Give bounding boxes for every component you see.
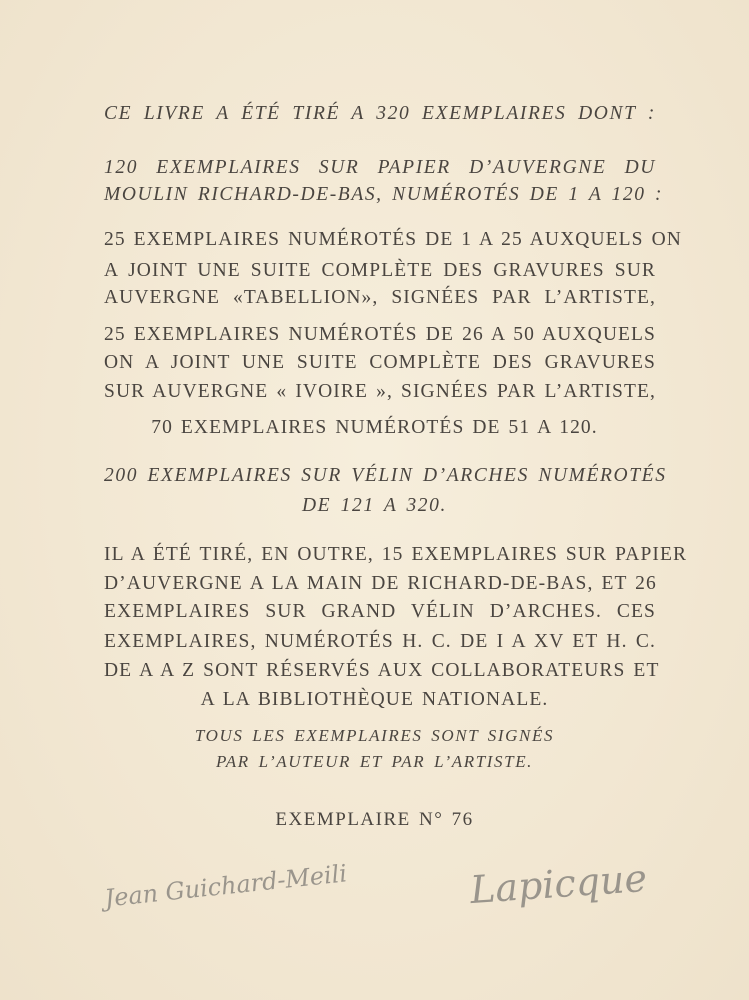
auvergne-line-1: 120 EXEMPLAIRES SUR PAPIER D’AUVERGNE DU <box>104 157 656 178</box>
hc-line-3: EXEMPLAIRES SUR GRAND VÉLIN D’ARCHES. CES <box>104 601 656 622</box>
author-signature: Jean Guichard-Meili <box>103 859 349 913</box>
hc-line-5: DE A A Z SONT RÉSERVÉS AUX COLLABORATEURS ET <box>104 660 660 681</box>
tabellion-line-2: A JOINT UNE SUITE COMPLÈTE DES GRAVURES SUR <box>104 260 656 281</box>
hc-line-6: A LA BIBLIOTHÈQUE NATIONALE. <box>200 689 549 710</box>
tabellion-line-1: 25 EXEMPLAIRES NUMÉROTÉS DE 1 A 25 AUXQUELS ON <box>104 229 682 250</box>
signed-note-line-2: PAR L’AUTEUR ET PAR L’ARTISTE. <box>215 752 534 771</box>
auvergne-line-2: MOULIN RICHARD-DE-BAS, NUMÉROTÉS DE 1 A 120 : <box>104 184 664 205</box>
artist-signature: Lapicque <box>468 855 649 913</box>
signed-note-line-1: TOUS LES EXEMPLAIRES SONT SIGNÉS <box>194 726 555 745</box>
tabellion-line-3: AUVERGNE «TABELLION», SIGNÉES PAR L’ARTISTE, <box>104 287 656 308</box>
seventy-line: 70 EXEMPLAIRES NUMÉROTÉS DE 51 A 120. <box>151 417 598 438</box>
ivoire-line-1: 25 EXEMPLAIRES NUMÉROTÉS DE 26 A 50 AUXQUELS <box>104 324 656 345</box>
ivoire-line-2: ON A JOINT UNE SUITE COMPLÈTE DES GRAVURES <box>104 352 656 373</box>
intro-line: CE LIVRE A ÉTÉ TIRÉ A 320 EXEMPLAIRES DONT : <box>104 103 656 124</box>
velin-line-1: 200 EXEMPLAIRES SUR VÉLIN D’ARCHES NUMÉROTÉS <box>104 465 667 486</box>
hc-line-2: D’AUVERGNE A LA MAIN DE RICHARD-DE-BAS, ET 26 <box>104 573 657 594</box>
hc-line-4: EXEMPLAIRES, NUMÉROTÉS H. C. DE I A XV ET H. C. <box>104 631 656 652</box>
hc-line-1: IL A ÉTÉ TIRÉ, EN OUTRE, 15 EXEMPLAIRES SUR PAPIER <box>104 544 688 565</box>
ivoire-line-3: SUR AUVERGNE « IVOIRE », SIGNÉES PAR L’ARTISTE, <box>104 381 656 402</box>
copy-number: EXEMPLAIRE N° 76 <box>275 809 474 830</box>
velin-line-2: DE 121 A 320. <box>301 495 447 516</box>
